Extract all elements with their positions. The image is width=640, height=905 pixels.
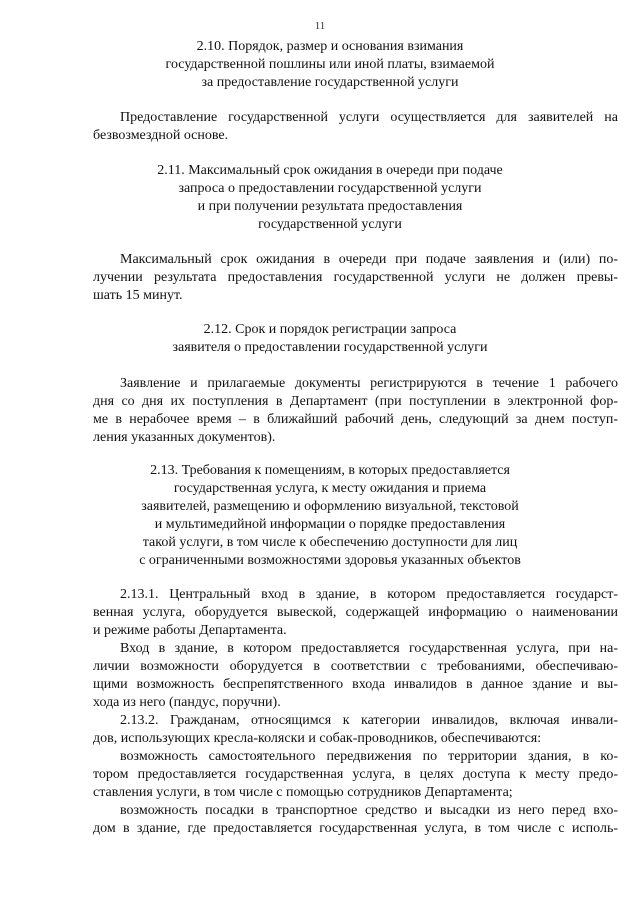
text-line: венная услуга, оборудуется вывеской, содержащей информацию о наименовании [93,605,618,620]
paragraph [93,640,618,712]
paragraph [93,802,618,838]
page-number: 11 [314,20,326,32]
text-line: шать 15 минут. [93,288,183,303]
heading-line: 2.10. Порядок, размер и основания взимания [196,39,464,54]
paragraph [93,109,618,145]
text-line: тором предоставляется государственная услуга, в целях доступа к месту предо- [93,767,618,782]
heading-line: заявителя о предоставлении государственной услуги [172,340,488,355]
text-line: возможность посадки в транспортное средство и высадки из него перед вхо- [120,803,618,818]
heading-line: с ограниченными возможностями здоровья указанных объектов [139,553,521,568]
heading-line: и мультимедийной информации о порядке предоставления [154,517,506,532]
heading-line: 2.12. Срок и порядок регистрации запроса [203,322,457,337]
section-heading-2-10 [130,38,530,92]
heading-line: такой услуги, в том числе к обеспечению доступности для лиц [142,535,518,550]
text-line: возможность самостоятельного передвижения по территории здания, в ко- [120,749,618,764]
heading-line: запроса о предоставлении государственной услуги [178,181,482,196]
text-line: хода из него (пандус, поручни). [93,695,281,710]
text-line: щими возможность беспрепятственного входа инвалидов в данное здание и вы- [93,677,618,692]
paragraph [93,251,618,305]
text-line: ления указанных документов). [93,430,276,445]
text-line: Предоставление государственной услуги осуществляется для заявителей на [120,110,618,125]
paragraph [93,748,618,802]
text-line: дов, использующих кресла-коляски и собак-проводников, обеспечиваются: [93,731,542,746]
heading-line: за предоставление государственной услуги [201,75,459,90]
text-line: безвозмездной основе. [93,128,229,143]
heading-line: государственная услуга, к месту ожидания и приема [173,481,487,496]
paragraph [93,375,618,447]
section-heading-2-12 [130,321,530,357]
text-line: дом в здание, где предоставляется государственная услуга, в том числе с исполь- [93,821,618,836]
heading-line: государственной пошлины или иной платы, взимаемой [165,57,495,72]
text-line: дня со дня их поступления в Департамент (при поступлении в электронной фор- [93,394,618,409]
section-heading-2-13 [130,462,530,570]
text-line: Вход в здание, в котором предоставляется государственная услуга, при на- [120,641,618,656]
text-line: личии возможности оборудуется в соответствии с требованиями, обеспечиваю- [93,659,618,674]
text-line: 2.13.1. Центральный вход в здание, в котором предоставляется государст- [120,587,618,602]
text-line: лучении результата предоставления государственной услуги не должен превы- [93,270,618,285]
text-line: и режиме работы Департамента. [93,623,287,638]
heading-line: и при получении результата предоставления [197,199,463,214]
section-heading-2-11 [130,162,530,234]
heading-line: 2.11. Максимальный срок ожидания в очереди при подаче [157,163,503,178]
paragraph [93,712,618,748]
text-line: ставления услуги, в том числе с помощью сотрудников Департамента; [93,785,513,800]
text-line: Заявление и прилагаемые документы регистрируются в течение 1 рабочего [120,376,618,391]
text-line: Максимальный срок ожидания в очереди при подаче заявления и (или) по- [120,252,618,267]
heading-line: 2.13. Требования к помещениям, в которых предоставляется [150,463,510,478]
text-line: ме в нерабочее время – в ближайший рабочий день, следующий за днем поступ- [93,412,618,427]
text-line: 2.13.2. Гражданам, относящимся к категории инвалидов, включая инвали- [120,713,618,728]
heading-line: государственной услуги [258,217,402,232]
paragraph [93,586,618,640]
heading-line: заявителей, размещению и оформлению визуальной, текстовой [141,499,519,514]
